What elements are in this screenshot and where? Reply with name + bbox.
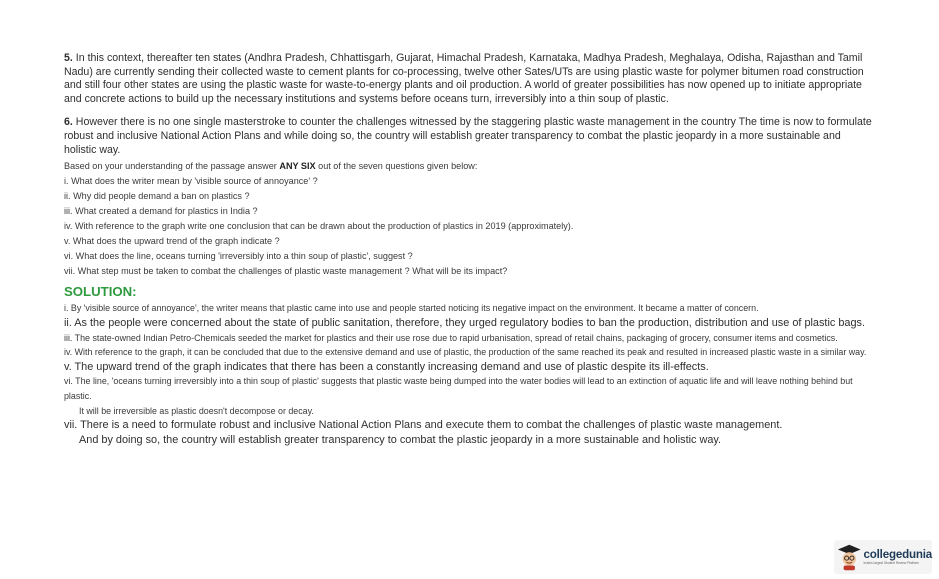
question-item: vii. What step must be taken to combat the challenges of plastic waste management ? What will be its impact? [64, 265, 508, 276]
passage-paragraph-5 [64, 52, 876, 106]
paragraph-number: 6. [64, 116, 73, 129]
passage-paragraph-6 [64, 116, 876, 157]
answer-item: v. The upward trend of the graph indicates that there has been a constantly increasing demand and use of plastic despite its ill-effects. [64, 360, 709, 373]
question-item: iv. With reference to the graph write one conclusion that can be drawn about the production of plastics in 2019 (approximately). [64, 220, 574, 231]
answer-item-continued: It will be irreversible as plastic doesn't decompose or decay. [79, 405, 314, 416]
graduate-mascot-icon [837, 543, 862, 571]
instructions [64, 159, 876, 174]
logo-wordmark: collegedunia [863, 548, 932, 561]
question-item: iii. What created a demand for plastics in India ? [64, 205, 258, 216]
answer-item: iii. The state-owned Indian Petro-Chemicals seeded the market for plastics and their use rose due to rapid urbanisation, spread of retail chains, packaging of grocery, consumer items and cosmetics. [64, 332, 838, 343]
question-item: vi. What does the line, oceans turning 'irreversibly into a thin soup of plastic', suggest ? [64, 250, 413, 261]
paragraph-text: In this context, thereafter ten states (Andhra Pradesh, Chhattisgarh, Gujarat, Himachal Pradesh, Karnataka, Madhya Pradesh, Meghalaya, Odisha, Rajasthan and Tamil Nadu) are currently sending their collected waste to cement plants for co-processing, twelve other Sates/UTs are using plastic waste for polymer bitumen road construction and still four other states are using the plastic waste for waste-to-energy plants and oil production. A world of greater possibilities has now opened up to initiate appropriate and concrete actions to build up the necessary institutions and systems before oceans turn, irreversibly into a thin soup of plastic. [64, 52, 864, 105]
answer-item: i. By 'visible source of annoyance', the writer means that plastic came into use and people started noticing its negative impact on the environment. It became a matter of concern. [64, 303, 759, 314]
paragraph-text: However there is no one single masterstroke to counter the challenges witnessed by the staggering plastic waste management in the country The time is now to formulate robust and inclusive National Action Plans and while doing so, the country will establish greater transparency to combat the plastic jeopardy in a more sustainable and holistic way. [64, 116, 872, 156]
answer-item: vii. There is a need to formulate robust and inclusive National Action Plans and execute them to combat the challenges of plastic waste management. [64, 419, 783, 432]
answer-item: iv. With reference to the graph, it can be concluded that due to the extensive demand and use of plastic, the production of the same reached its peak and resulted in increased plastic waste in a similar way. [64, 347, 867, 358]
instructions-text: Based on your understanding of the passage answer [64, 161, 280, 172]
logo-tagline: India's largest Student Review Platform [863, 561, 920, 565]
question-item: v. What does the upward trend of the graph indicate ? [64, 235, 280, 246]
solution-answers [64, 301, 876, 447]
paragraph-number: 5. [64, 52, 73, 64]
answer-item-continued: And by doing so, the country will establish greater transparency to combat the plastic jeopardy in a more sustainable and holistic way. [79, 433, 722, 446]
instructions-text: out of the seven questions given below: [315, 161, 478, 172]
answer-item: ii. As the people were concerned about the state of public sanitation, therefore, they urged regulatory bodies to ban the production, distribution and use of plastic bags. [64, 317, 865, 329]
collegedunia-logo [834, 540, 932, 574]
question-list [64, 174, 876, 278]
document-body [64, 52, 876, 447]
question-item: ii. Why did people demand a ban on plastics ? [64, 190, 250, 201]
answer-item: vi. The line, 'oceans turning irreversibly into a thin soup of plastic' suggests that plastic waste being dumped into the water bodies will lead to an extinction of aquatic life and will leave nothing behind but plastic. [64, 376, 853, 401]
solution-heading: SOLUTION: [64, 284, 137, 300]
instructions-emphasis: ANY SIX [279, 161, 316, 172]
question-item: i. What does the writer mean by 'visible source of annoyance' ? [64, 176, 318, 187]
